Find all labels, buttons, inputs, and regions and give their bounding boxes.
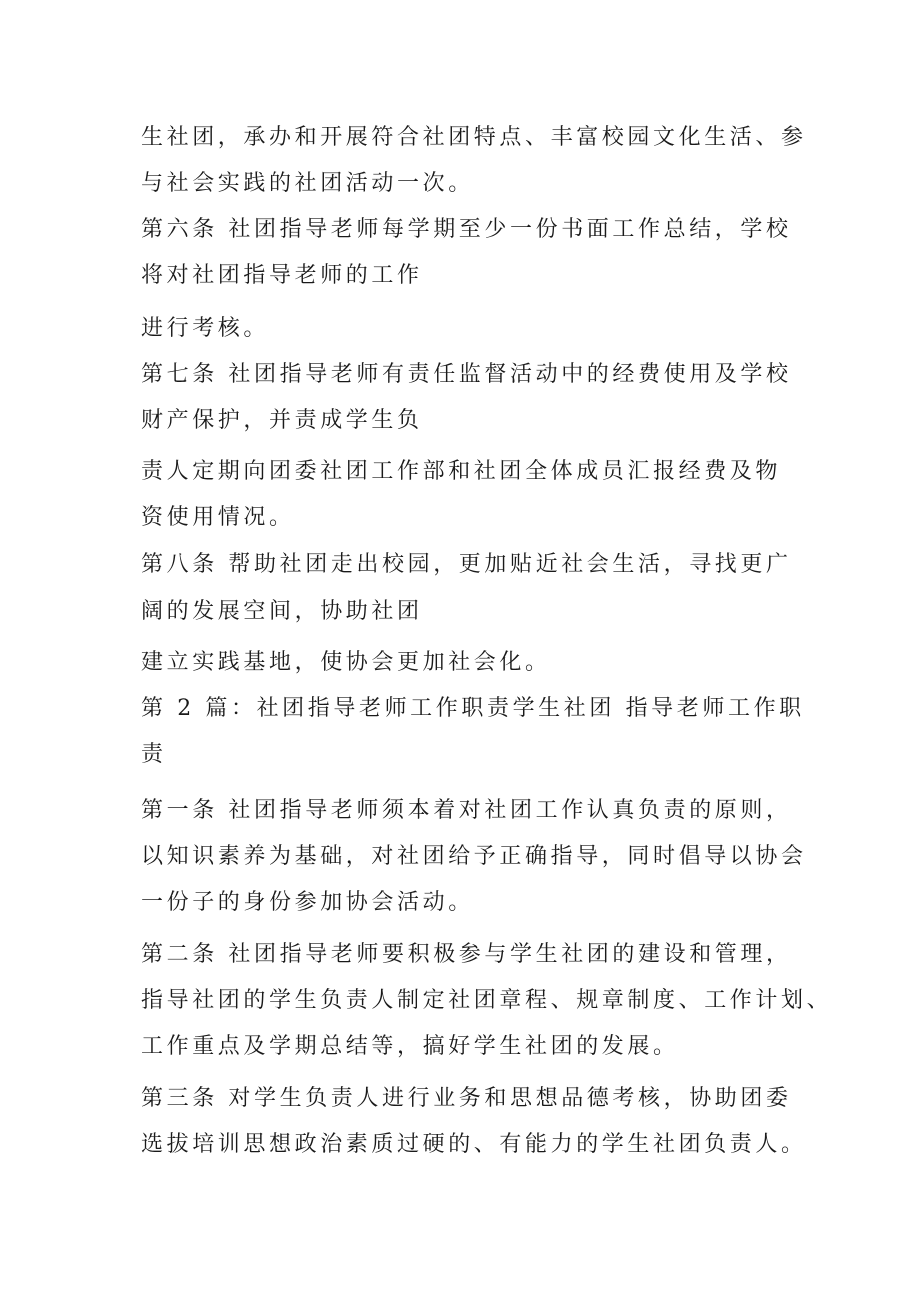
text-line: 第二条 社团指导老师要积极参与学生社团的建设和管理， (141, 942, 792, 967)
text-line: 第六条 社团指导老师每学期至少一份书面工作总结，学校 (141, 217, 792, 242)
text-line: 阔的发展空间，协助社团 (141, 599, 423, 624)
text-line: 进行考核。 (141, 316, 270, 341)
text-line: 责 (141, 742, 167, 767)
text-line: 与社会实践的社团活动一次。 (141, 171, 474, 196)
text-line: 选拔培训思想政治素质过硬的、有能力的学生社团负责人。 (141, 1132, 807, 1157)
text-line: 建立实践基地，使协会更加社会化。 (141, 650, 551, 675)
text-line: 第三条 对学生负责人进行业务和思想品德考核，协助团委 (141, 1086, 792, 1111)
text-line: 工作重点及学期总结等，搞好学生社团的发展。 (141, 1034, 679, 1059)
text-line: 第一条 社团指导老师须本着对社团工作认真负责的原则， (141, 798, 792, 823)
text-line: 指导社团的学生负责人制定社团章程、规章制度、工作计划、 (141, 988, 833, 1013)
text-line: 第七条 社团指导老师有责任监督活动中的经费使用及学校 (141, 362, 792, 387)
text-line: 财产保护，并责成学生负 (141, 408, 423, 433)
text-line: 责人定期向团委社团工作部和社团全体成员汇报经费及物 (141, 459, 782, 484)
text-line: 资使用情况。 (141, 505, 295, 530)
text-line: 生社团，承办和开展符合社团特点、丰富校园文化生活、参 (141, 125, 807, 150)
text-line: 第八条 帮助社团走出校园，更加贴近社会生活，寻找更广 (141, 552, 792, 577)
text-line: 以知识素养为基础，对社团给予正确指导，同时倡导以协会 (141, 844, 807, 869)
text-line: 第 2 篇：社团指导老师工作职责学生社团 指导老师工作职 (141, 696, 805, 721)
text-line: 将对社团指导老师的工作 (141, 263, 423, 288)
text-line: 一份子的身份参加协会活动。 (141, 890, 474, 915)
